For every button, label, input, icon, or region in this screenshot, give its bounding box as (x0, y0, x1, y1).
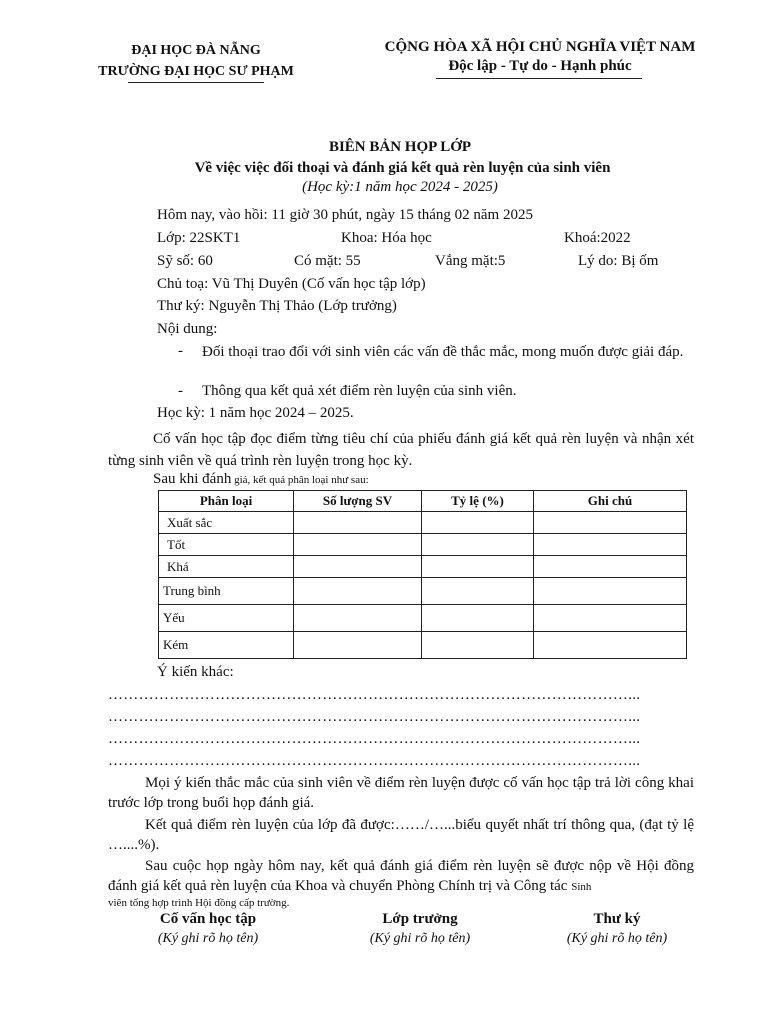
opinion-dotted-line[interactable]: …………………………………………………………………………………………... (108, 731, 641, 747)
approval-paragraph: Kết quả điểm rèn luyện của lớp đã được:……/…...biểu quyết nhất trí thông qua, (đạt tỷ lệ …....%). (108, 817, 694, 853)
rate-cell[interactable] (422, 578, 534, 605)
note-cell[interactable] (534, 632, 687, 659)
bullet-item: Thông qua kết quả xét điểm rèn luyện của sinh viên. (202, 383, 517, 399)
note-cell[interactable] (534, 512, 687, 534)
questions-paragraph: Mọi ý kiến thắc mắc của sinh viên về điểm rèn luyện được cố vấn học tập trả lời công khai trước lớp trong buổi họp đánh giá. (108, 775, 694, 811)
category-cell: Khá (159, 556, 294, 578)
submission-paragraph (108, 856, 694, 897)
count-cell[interactable] (294, 578, 422, 605)
note-cell[interactable] (534, 534, 687, 556)
evaluation-paragraph: Cố vấn học tập đọc điểm từng tiêu chí của phiếu đánh giá kết quả rèn luyện và nhận xét từng sinh viên về quá trình rèn luyện trong học kỳ. (108, 431, 694, 469)
note-cell[interactable] (534, 578, 687, 605)
cohort-label: Khoá:2022 (564, 230, 631, 246)
submission-small-text: Sinh (571, 881, 592, 893)
table-row (159, 512, 687, 534)
semester-line: Học kỳ: 1 năm học 2024 – 2025. (157, 405, 354, 421)
republic-name: CỘNG HÒA XÃ HỘI CHỦ NGHĨA VIỆT NAM (384, 39, 696, 55)
category-cell: Tốt (159, 534, 294, 556)
chairperson: Chủ toạ: Vũ Thị Duyên (Cố vấn học tập lớp) (157, 276, 426, 292)
table-row (159, 632, 687, 659)
school-underline (128, 82, 264, 83)
table-header-row (159, 491, 687, 512)
count-cell[interactable] (294, 534, 422, 556)
header-note: Ghi chú (534, 491, 687, 512)
header-category: Phân loại (159, 491, 294, 512)
category-cell: Xuất sắc (159, 512, 294, 534)
submission-text: Sau cuộc họp ngày hôm nay, kết quả đánh giá điểm rèn luyện sẽ được nộp về Hội đồng đánh giá kết quả rèn luyện của Khoa và chuyển Phòng Chính trị và Công tác (108, 858, 694, 894)
signature-role-secretary: Thư ký (593, 911, 641, 927)
classification-table (158, 490, 687, 659)
bullet-dash: - (178, 383, 183, 399)
faculty-label: Khoa: Hóa học (341, 230, 432, 246)
secretary: Thư ký: Nguyễn Thị Thảo (Lớp trưởng) (157, 298, 397, 314)
other-opinions-label: Ý kiến khác: (157, 664, 234, 680)
rate-cell[interactable] (422, 534, 534, 556)
bullet-item: Đối thoại trao đổi với sinh viên các vấn đề thắc mắc, mong muốn được giải đáp. (202, 344, 684, 360)
category-cell: Kém (159, 632, 294, 659)
table-row (159, 534, 687, 556)
category-cell: Yếu (159, 605, 294, 632)
count-cell[interactable] (294, 605, 422, 632)
rate-cell[interactable] (422, 556, 534, 578)
opinion-dotted-line[interactable]: …………………………………………………………………………………………... (108, 709, 641, 725)
note-cell[interactable] (534, 605, 687, 632)
opinion-dotted-line[interactable]: …………………………………………………………………………………………... (108, 753, 641, 769)
table-row (159, 578, 687, 605)
meeting-time: Hôm nay, vào hồi: 11 giờ 30 phút, ngày 15 tháng 02 năm 2025 (157, 207, 533, 223)
present-students: Có mặt: 55 (294, 253, 361, 269)
category-cell: Trung bình (159, 578, 294, 605)
signature-note-secretary: (Ký ghi rõ họ tên) (566, 931, 668, 946)
class-label: Lớp: 22SKT1 (157, 230, 241, 246)
bullet-dash: - (178, 343, 183, 359)
rate-cell[interactable] (422, 605, 534, 632)
school-name: TRƯỜNG ĐẠI HỌC SƯ PHẠM (98, 64, 294, 79)
count-cell[interactable] (294, 632, 422, 659)
table-row (159, 605, 687, 632)
motto-underline (436, 78, 642, 79)
note-cell[interactable] (534, 556, 687, 578)
signature-role-advisor: Cố vấn học tập (159, 911, 257, 927)
classification-intro (153, 470, 369, 488)
count-cell[interactable] (294, 512, 422, 534)
header-rate: Tỷ lệ (%) (422, 491, 534, 512)
signature-note-advisor: (Ký ghi rõ họ tên) (157, 931, 259, 946)
header-count: Số lượng SV (294, 491, 422, 512)
total-students: Sỹ số: 60 (157, 253, 213, 269)
signature-note-monitor: (Ký ghi rõ họ tên) (369, 931, 471, 946)
document-title: BIÊN BẢN HỌP LỚP (328, 139, 472, 155)
semester-note: (Học kỳ:1 năm học 2024 - 2025) (302, 179, 498, 195)
submission-small-line: viên tổng hợp trình Hội đồng cấp trường. (108, 897, 290, 909)
absence-reason: Lý do: Bị ốm (578, 253, 659, 269)
count-cell[interactable] (294, 556, 422, 578)
table-row (159, 556, 687, 578)
absent-students: Vắng mặt:5 (435, 253, 506, 269)
rate-cell[interactable] (422, 632, 534, 659)
document-subject: Về việc việc đối thoại và đánh giá kết quả rèn luyện của sinh viên (194, 160, 611, 176)
classification-intro-small: giá, kết quả phân loại như sau: (231, 474, 369, 486)
classification-intro-main: Sau khi đánh (153, 471, 232, 487)
content-label: Nội dung: (157, 321, 218, 337)
national-motto: Độc lập - Tự do - Hạnh phúc (448, 58, 632, 74)
signature-role-monitor: Lớp trưởng (382, 911, 458, 927)
opinion-dotted-line[interactable]: …………………………………………………………………………………………... (108, 687, 641, 703)
university-name: ĐẠI HỌC ĐÀ NẴNG (131, 43, 261, 58)
rate-cell[interactable] (422, 512, 534, 534)
